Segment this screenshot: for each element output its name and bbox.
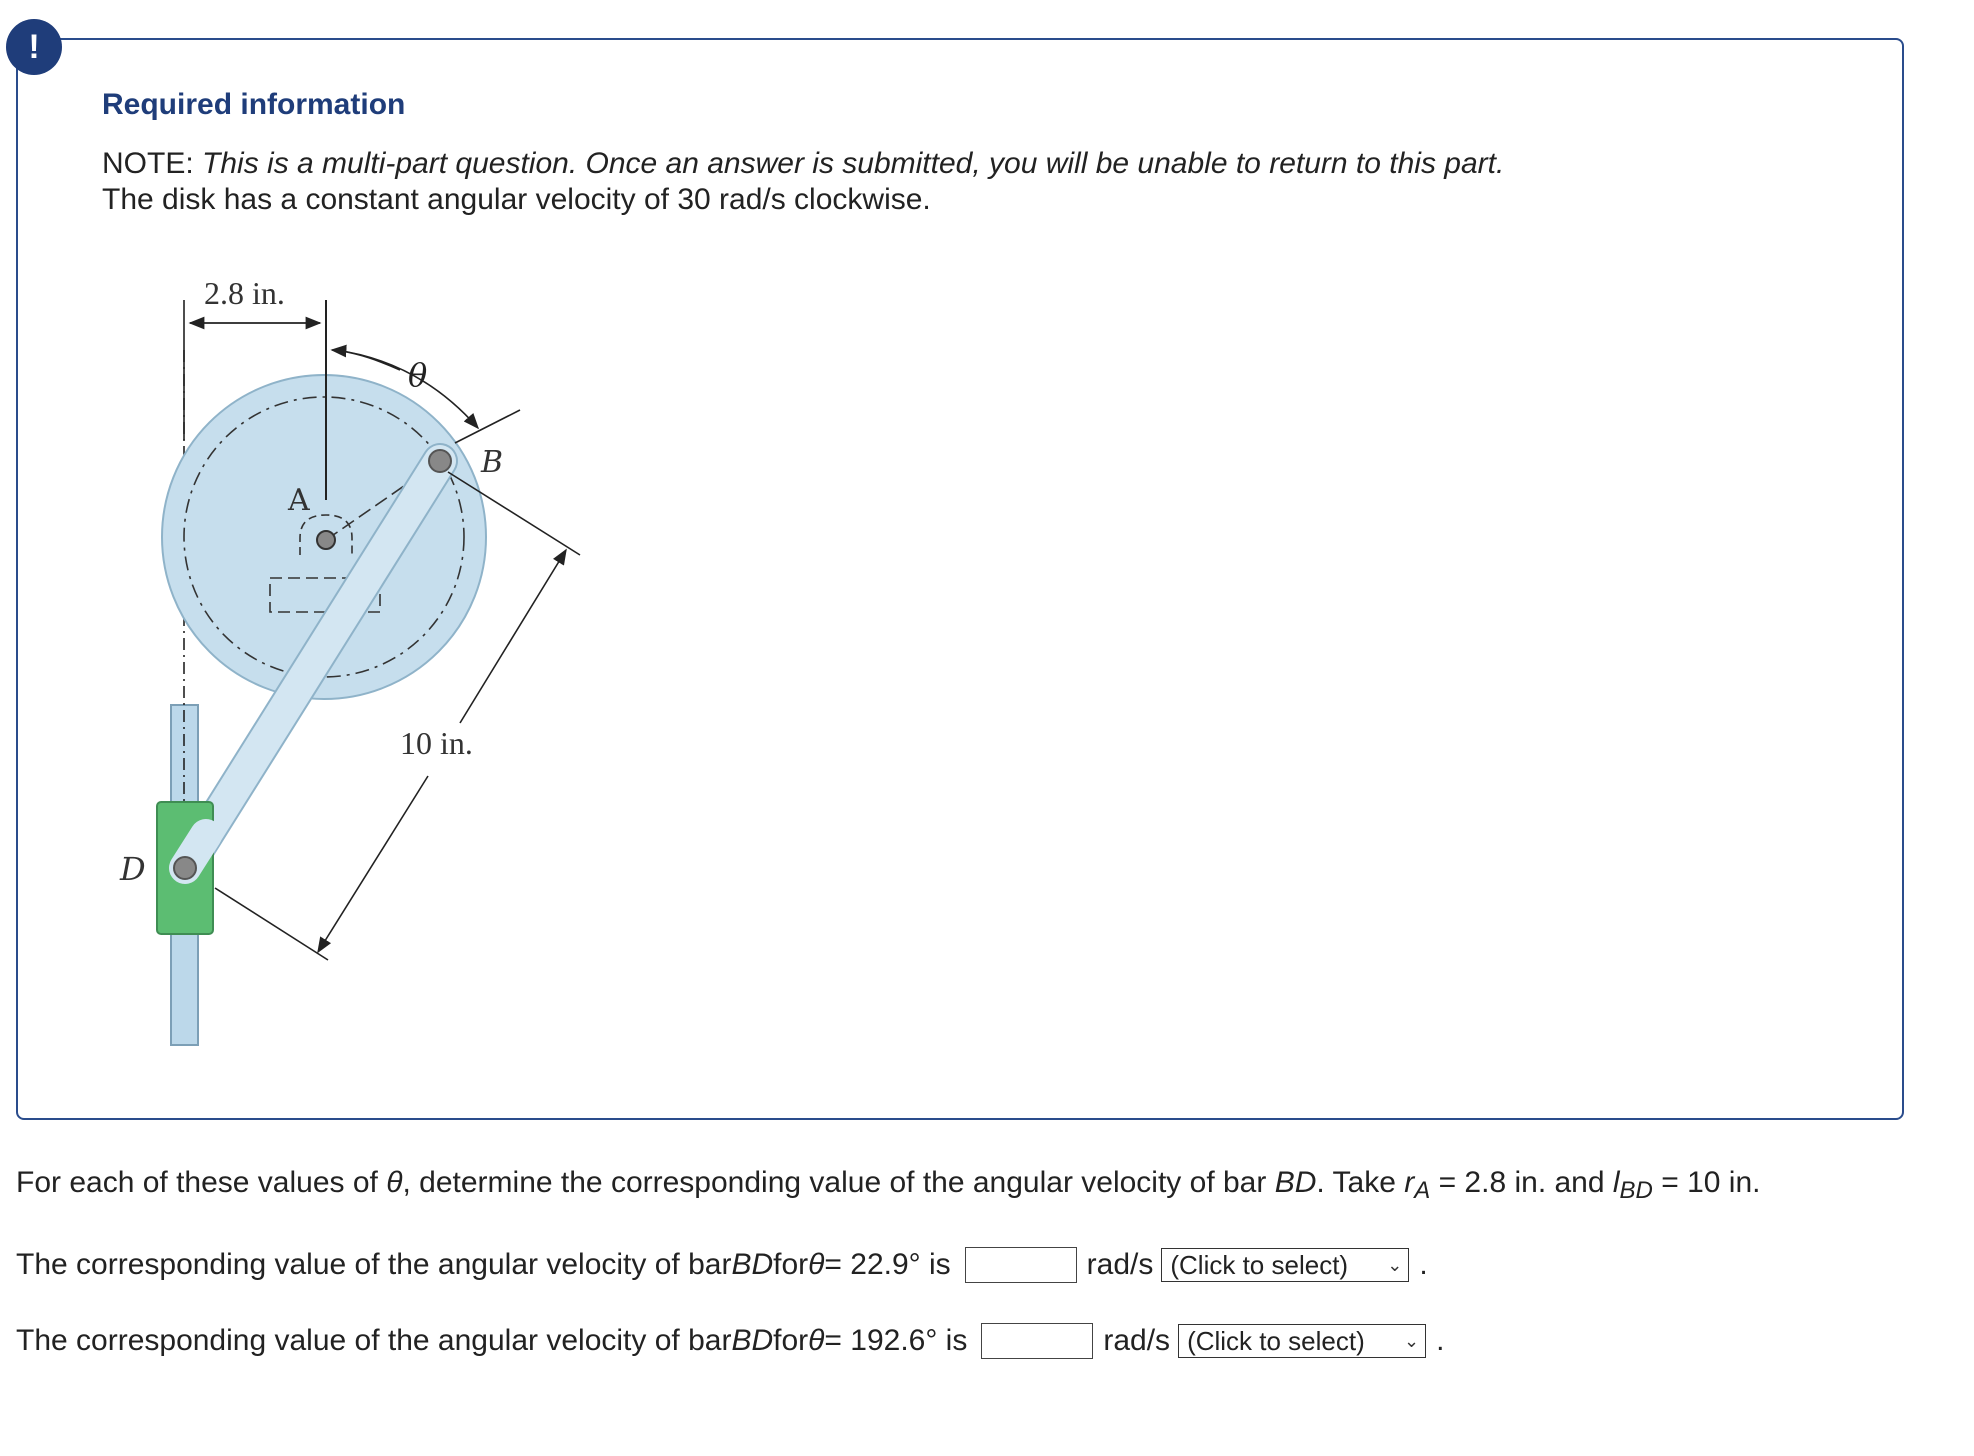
select-label: (Click to select) [1187,1325,1365,1356]
alert-icon: ! [6,19,62,75]
unit-label: rad/s [1103,1324,1171,1357]
problem-statement: The disk has a constant angular velocity of 30 rad/s clockwise. [102,183,931,216]
bar-name: BD [731,1248,774,1281]
r-symbol: r [1404,1166,1415,1199]
note-text: This is a multi-part question. Once an answer is submitted, you will be unable to return to this part. [202,147,1505,180]
answer-input-2[interactable] [981,1323,1093,1359]
question-part: . Take [1316,1166,1405,1199]
rod-dim-label: 10 in. [400,725,473,761]
answer-row-1 [16,1247,1428,1283]
bar-name: BD [731,1324,774,1357]
period: . [1436,1324,1445,1357]
question-part: , determine the corresponding value of the angular velocity of bar [402,1166,1275,1199]
question-part: = 10 in. [1652,1166,1761,1199]
chevron-down-icon: ⌄ [1403,1330,1420,1351]
pin-b [429,450,451,472]
period: . [1419,1248,1428,1281]
rod-ext-d [215,888,328,960]
mechanism-figure [110,262,630,1062]
theta-arc-start [332,350,400,370]
theta-symbol: θ [386,1166,403,1199]
theta-symbol: θ [808,1324,825,1357]
part-for: for [773,1248,809,1281]
l-symbol: l [1612,1166,1620,1199]
note-line [102,146,1504,182]
note-prefix: NOTE: [102,147,203,180]
pin-a [317,531,335,549]
direction-select-1[interactable] [1161,1248,1409,1282]
theta-symbol: θ [808,1248,825,1281]
rod-dim-lower [318,776,428,952]
part-prefix: The corresponding value of the angular velocity of bar [16,1324,732,1357]
answer-input-1[interactable] [965,1247,1077,1283]
note-block [102,146,1504,218]
panel-title: Required information [102,88,406,121]
select-label: (Click to select) [1170,1249,1349,1280]
label-a: A [288,483,310,518]
chevron-down-icon: ⌄ [1387,1254,1403,1275]
label-b: B [481,445,504,480]
question-part: = 2.8 in. and [1430,1166,1613,1199]
pin-d [174,857,196,879]
dim-top-label: 2.8 in. [204,275,285,311]
l-subscript: BD [1619,1177,1653,1204]
unit-label: rad/s [1086,1248,1154,1281]
answer-row-2 [16,1323,1444,1359]
label-d: D [120,850,146,888]
part-for: for [773,1324,809,1357]
theta-label: θ [408,356,428,394]
r-subscript: A [1414,1177,1431,1204]
direction-select-2[interactable] [1178,1324,1426,1358]
question-part: For each of these values of [16,1166,387,1199]
bar-name: BD [1274,1166,1317,1199]
part-angle: = 192.6° is [824,1324,968,1357]
part-angle: = 22.9° is [824,1248,951,1281]
part-prefix: The corresponding value of the angular velocity of bar [16,1248,732,1281]
question-text [16,1166,1760,1205]
